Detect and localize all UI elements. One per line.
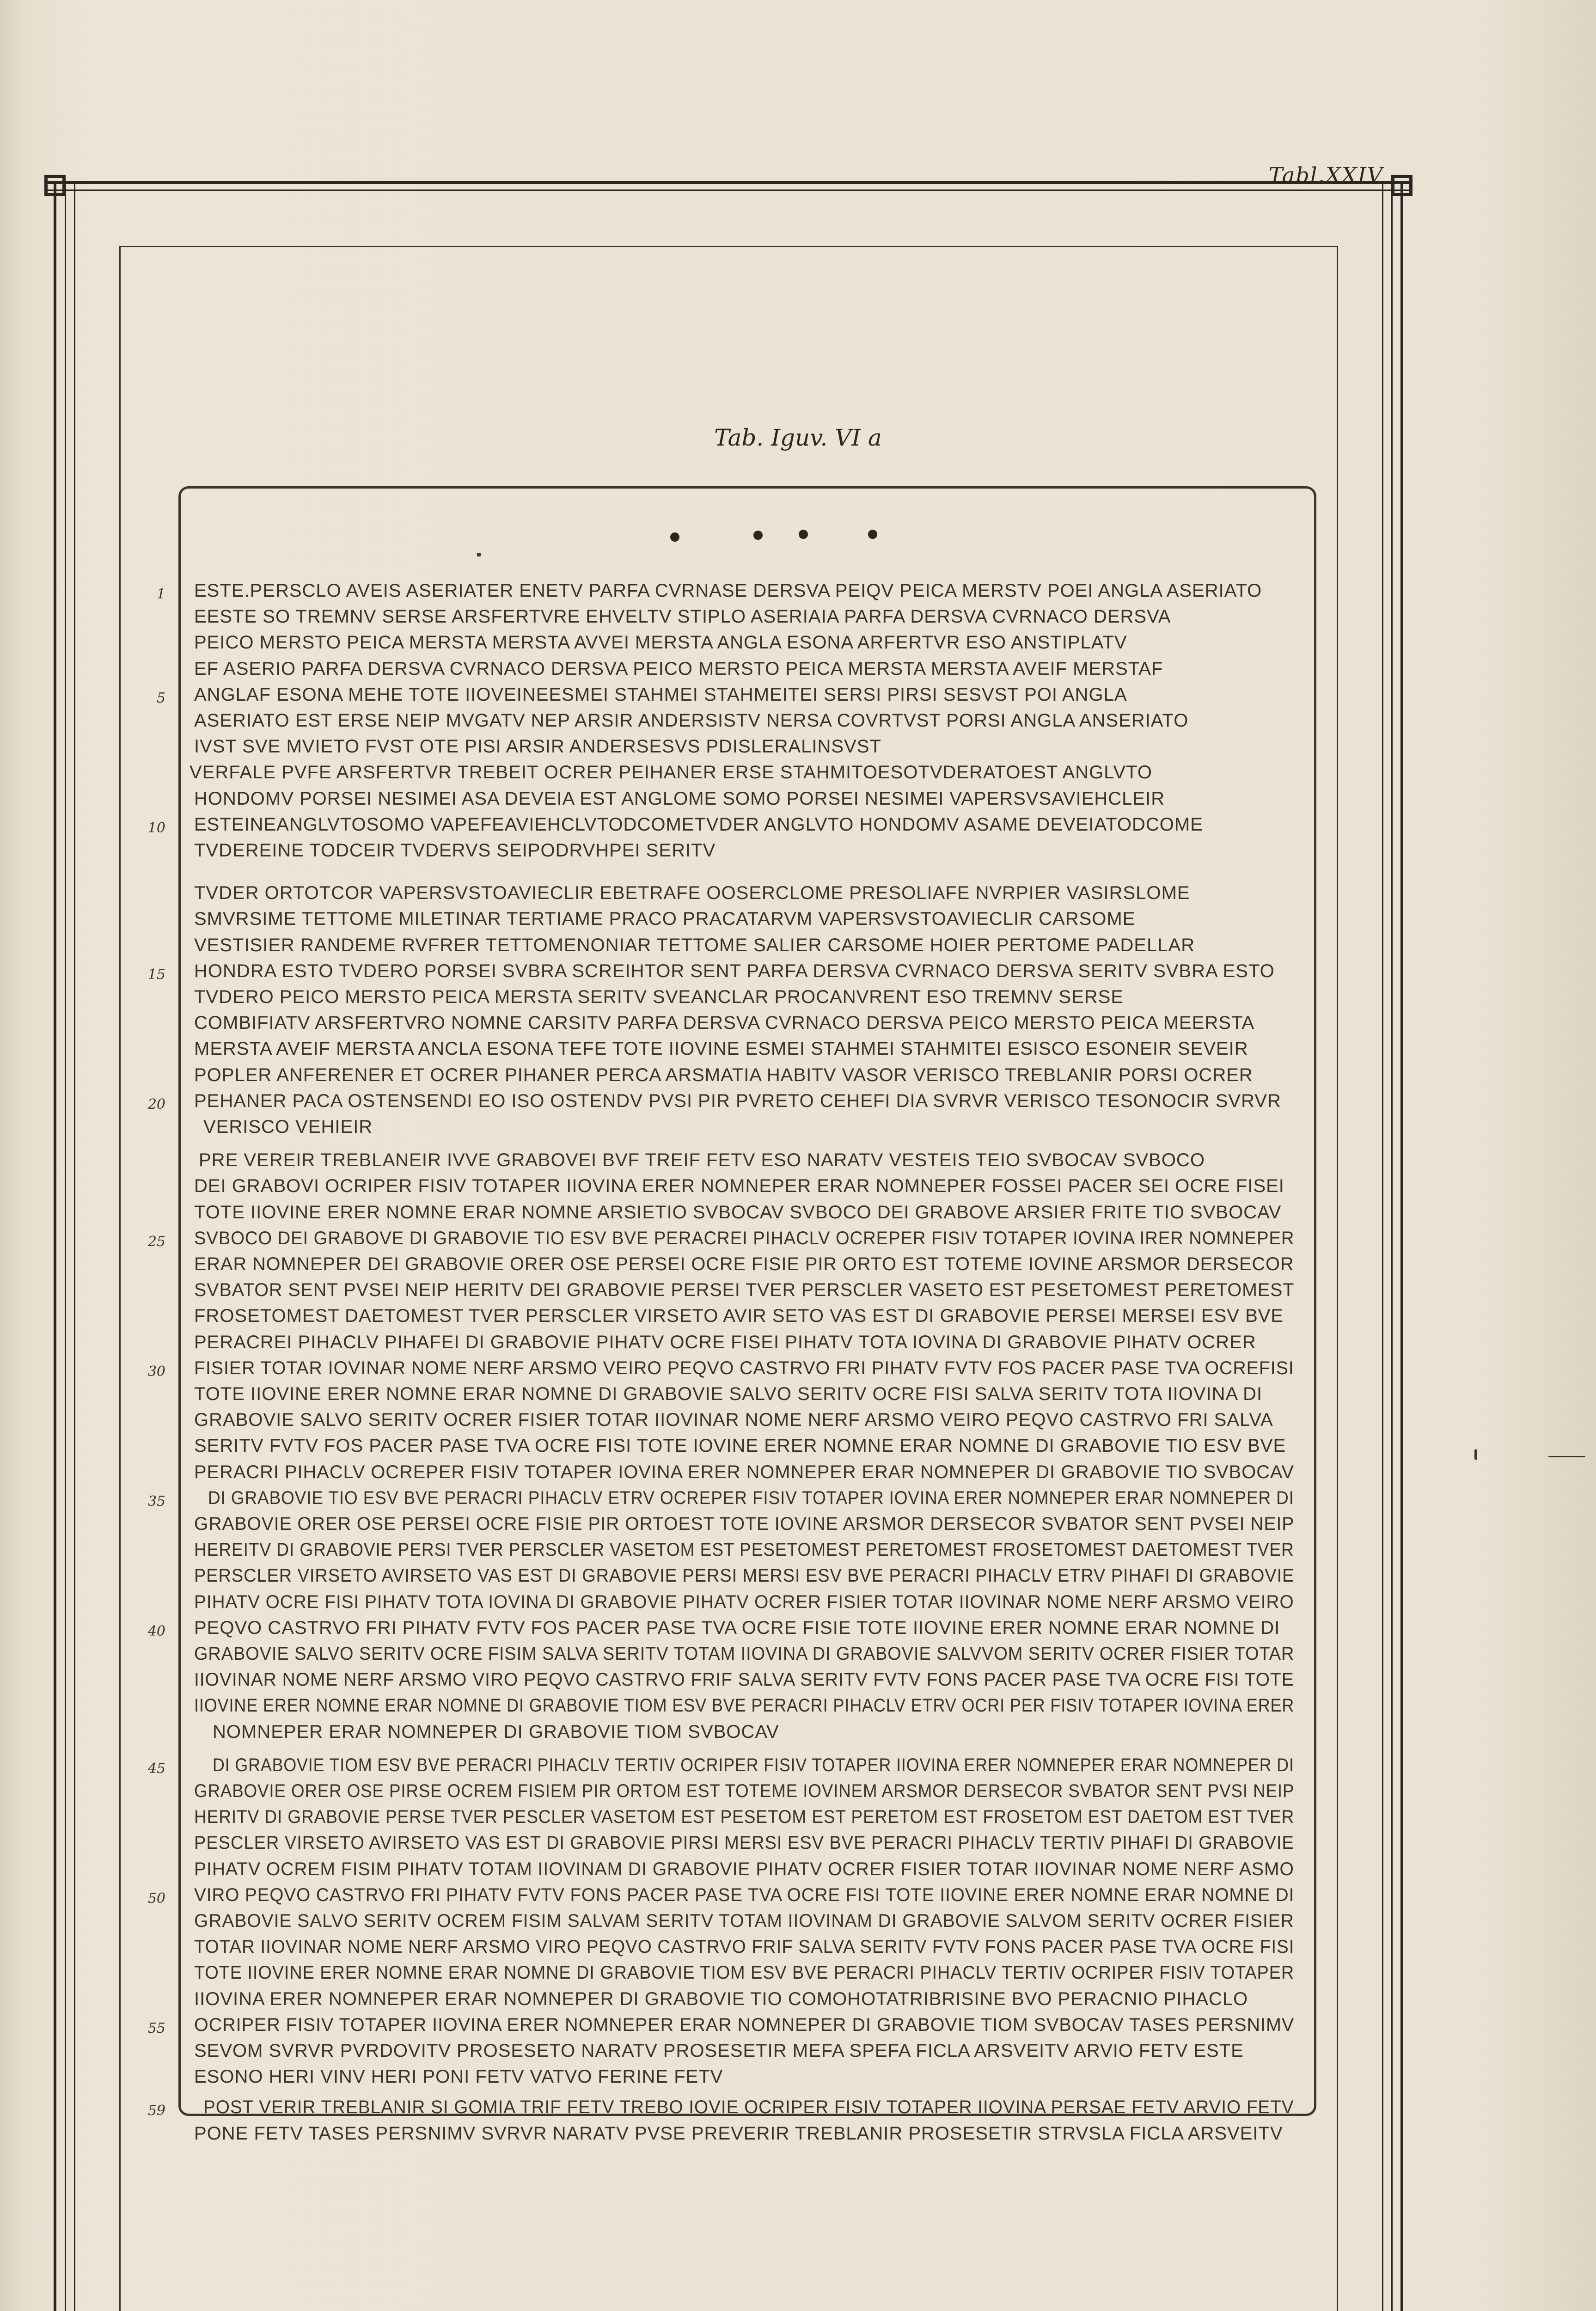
line-number: 25	[147, 1233, 165, 1250]
line-number: 20	[147, 1096, 165, 1113]
frame-left-inner	[65, 181, 66, 2311]
inscription-line: EESTE SO TREMNV SERSE ARSFERTVRE EHVELTV STIPLO ASERIAIA PARFA DERSVA CVRNACO DERSVA	[194, 606, 1171, 627]
inscription-line: PRE VEREIR TREBLANEIR IVVE GRABOVEI BVF TREIF FETV ESO NARATV VESTEIS TEIO SVBOCAV SVBOCO	[199, 1150, 1205, 1171]
inscription-line: ASERIATO EST ERSE NEIP MVGATV NEP ARSIR ANDERSISTV NERSA COVRTVST PORSI ANGLA ANSERIATO	[194, 710, 1189, 731]
inscription-line: TOTAR IIOVINAR NOME NERF ARSMO VIRO PEQVO CASTRVO FRIF SALVA SERITV FVTV FONS PACER PASE TVA OCRE FISI	[194, 1937, 1295, 1957]
inscription-line: SVBATOR SENT PVSEI NEIP HERITV DEI GRABOVIE PERSEI TVER PERSCLER VASETO EST PESETOMEST PERETOMEST	[194, 1280, 1295, 1301]
inscription-line: HERITV DI GRABOVIE PERSE TVER PESCLER VASETOM EST PESETOM EST PERETOM EST FROSETOM EST DAETOM EST TVER	[194, 1807, 1295, 1828]
inscription-line: TOTE IIOVINE ERER NOMNE ERAR NOMNE ARSIETIO SVBOCAV SVBOCO DEI GRABOVE ARSIER FRITE TIO SVBOCAV	[194, 1202, 1282, 1223]
line-number: 50	[147, 1890, 165, 1907]
inscription-line: ESTEINEANGLVTOSOMO VAPEFEAVIEHCLVTODCOMETVDER ANGLVTO HONDOMV ASAME DEVEIATODCOME	[194, 814, 1203, 835]
inscription-line: DI GRABOVIE TIOM ESV BVE PERACRI PIHACLV TERTIV OCRIPER FISIV TOTAPER IIOVINA ERER NOMNEPER ERAR NOMNEPER DI	[213, 1755, 1294, 1775]
line-number: 10	[147, 819, 165, 836]
inner-rule-left	[119, 246, 121, 2311]
inscription-line: GRABOVIE ORER OSE PIRSE OCREM FISIEM PIR ORTOM EST TOTEME IOVINEM ARSMOR DERSECOR SVBATOR SENT PVSI NEIP	[194, 1781, 1295, 1801]
corner-ornament-top-left	[44, 175, 66, 196]
inscription-line: POPLER ANFERENER ET OCRER PIHANER PERCA ARSMATIA HABITV VASOR VERISCO TREBLANIR PORSI OCRER	[194, 1064, 1253, 1085]
frame-right-outer	[1400, 181, 1403, 2311]
inscription-line: ANGLAF ESONA MEHE TOTE IIOVEINEESMEI STAHMEI STAHMEITEI SERSI PIRSI SESVST POI ANGLA	[194, 684, 1127, 705]
inscription-line: PEQVO CASTRVO FRI PIHATV FVTV FOS PACER PASE TVA OCRE FISIE TOTE IIOVINE ERER NOMNE ERAR NOMNE DI	[194, 1617, 1280, 1638]
corner-ornament-top-right	[1391, 175, 1413, 196]
line-number: 15	[147, 966, 165, 983]
inscription-line: ESTE.PERSCLO AVEIS ASERIATER ENETV PARFA CVRNASE DERSVA PEIQV PEICA MERSTV POEI ANGLA ASERIATO	[194, 581, 1262, 601]
ink-mark	[1548, 1456, 1585, 1457]
inscription-line: ERAR NOMNEPER DEI GRABOVIE ORER OSE PERSEI OCRE FISIE PIR ORTO EST TOTEME IOVINE ARSMOR DERSECOR	[194, 1254, 1294, 1274]
frame-left-inner2	[74, 181, 75, 2311]
line-number: 30	[147, 1363, 165, 1380]
inscription-line: PEICO MERSTO PEICA MERSTA MERSTA AVVEI MERSTA ANGLA ESONA ARFERTVR ESO ANSTIPLATV	[194, 632, 1127, 653]
inscription-line: TVDER ORTOTCOR VAPERSVSTOAVIECLIR EBETRAFE OOSERCLOME PRESOLIAFE NVRPIER VASIRSLOME	[194, 883, 1190, 904]
inscription-line: ESONO HERI VINV HERI PONI FETV VATVO FERINE FETV	[194, 2066, 723, 2087]
inner-rule-top	[119, 246, 1338, 247]
inscription-line: SERITV FVTV FOS PACER PASE TVA OCRE FISI TOTE IOVINE ERER NOMNE ERAR NOMNE DI GRABOVIE TIO ESV BVE	[194, 1436, 1286, 1456]
inscription-line: OCRIPER FISIV TOTAPER IIOVINA ERER NOMNEPER ERAR NOMNEPER DI GRABOVIE TIOM SVBOCAV TASES PERSNIMV	[194, 2014, 1295, 2035]
inscription-line: PERACRI PIHACLV OCREPER FISIV TOTAPER IOVINA ERER NOMNEPER ERAR NOMNEPER DI GRABOVIE TIO SVBOCAV	[194, 1461, 1295, 1482]
inscription-line: GRABOVIE SALVO SERITV OCRE FISIM SALVA SERITV TOTAM IIOVINA DI GRABOVIE SALVVOM SERITV OCRER FISIER TOTAR	[194, 1644, 1295, 1664]
inner-rule-right	[1337, 246, 1338, 2311]
plate-subtitle: Tab. Iguv. VI a	[714, 424, 882, 451]
inscription-line: PONE FETV TASES PERSNIMV SVRVR NARATV PVSE PREVERIR TREBLANIR PROSESETIR STRVSLA FICLA ARSVEITV	[194, 2123, 1283, 2144]
inscription-line: VESTISIER RANDEME RVFRER TETTOMENONIAR TETTOME SALIER CARSOME HOIER PERTOME PADELLAR	[194, 935, 1195, 955]
inscription-line: SEVOM SVRVR PVRDOVITV PROSESETO NARATV PROSESETIR MEFA SPEFA FICLA ARSVEITV ARVIO FETV ESTE	[194, 2041, 1244, 2061]
line-number: 40	[147, 1623, 165, 1639]
inscription-line: GRABOVIE SALVO SERITV OCRER FISIER TOTAR IIOVINAR NOME NERF ARSMO VEIRO PEQVO CASTRVO FRI SALVA	[194, 1410, 1273, 1431]
inscription-line: TOTE IIOVINE ERER NOMNE ERAR NOMNE DI GRABOVIE SALVO SERITV OCRE FISI SALVA SERITV TOTA IIOVINA DI	[194, 1384, 1263, 1404]
inscription-line: PIHATV OCREM FISIM PIHATV TOTAM IIOVINAM DI GRABOVIE PIHATV OCRER FISIER TOTAR IIOVINAR NOME NERF ASMO	[194, 1859, 1294, 1879]
inscription-line: FISIER TOTAR IOVINAR NOME NERF ARSMO VEIRO PEQVO CASTRVO FRI PIHATV FVTV FOS PACER PASE TVA OCREFISI	[194, 1357, 1294, 1378]
inscription-line: IIOVINA ERER NOMNEPER ERAR NOMNEPER DI GRABOVIE TIO COMOHOTATRIBRISINE BVO PERACNIO PIHACLO	[194, 1988, 1248, 2009]
line-number: 45	[147, 1760, 165, 1777]
line-number: 59	[147, 2103, 165, 2119]
plate-number: Tabl.XXIV	[1268, 163, 1383, 188]
inscription-line: TVDERO PEICO MERSTO PEICA MERSTA SERITV SVEANCLAR PROCANVRENT ESO TREMNV SERSE	[194, 987, 1124, 1007]
inscription-line: PESCLER VIRSETO AVIRSETO VAS EST DI GRABOVIE PIRSI MERSI ESV BVE PERACRI PIHACLV TERTIV PIHAFI DI GRABOVIE	[194, 1833, 1294, 1853]
frame-top-outer	[44, 181, 1413, 184]
line-number: 55	[147, 2020, 165, 2036]
inscription-line: IIOVINE ERER NOMNE ERAR NOMNE DI GRABOVIE TIOM ESV BVE PERACRI PIHACLV ETRV OCRI PER FISIV TOTAPER IOVINA ERER	[194, 1695, 1295, 1716]
inscription-line: GRABOVIE SALVO SERITV OCREM FISIM SALVAM SERITV TOTAM IIOVINAM DI GRABOVIE SALVOM SERITV OCRER FISIER	[194, 1911, 1294, 1931]
frame-top-inner	[44, 190, 1413, 191]
inscription-line: TVDEREINE TODCEIR TVDERVS SEIPODRVHPEI SERITV	[194, 840, 716, 861]
inscription-line: DI GRABOVIE TIO ESV BVE PERACRI PIHACLV ETRV OCREPER FISIV TOTAPER IOVINA ERER NOMNEPER ERAR NOMNEPER DI	[208, 1487, 1294, 1508]
inscription-line: IIOVINAR NOME NERF ARSMO VIRO PEQVO CASTRVO FRIF SALVA SERITV FVTV FONS PACER PASE TVA OCRE FISI TOTE	[194, 1669, 1294, 1690]
frame-right-inner2	[1382, 181, 1383, 2311]
inscription-line: EF ASERIO PARFA DERSVA CVRNACO DERSVA PEICO MERSTO PEICA MERSTA MERSTA AVEIF MERSTAF	[194, 658, 1163, 679]
ink-mark	[1474, 1449, 1477, 1460]
inscription-line: PERACREI PIHACLV PIHAFEI DI GRABOVIE PIHATV OCRE FISEI PIHATV TOTA IOVINA DI GRABOVIE PIHATV OCRER	[194, 1332, 1256, 1352]
line-number: 35	[147, 1493, 165, 1510]
inscription-line: PIHATV OCRE FISI PIHATV TOTA IOVINA DI GRABOVIE PIHATV OCRER FISIER TOTAR IIOVINAR NOME NERF ARSMO VEIRO	[194, 1591, 1294, 1612]
inscription-line: HONDRA ESTO TVDERO PORSEI SVBRA SCREIHTOR SENT PARFA DERSVA CVRNACO DERSVA SERITV SVBRA ESTO	[194, 960, 1275, 981]
inscription-line: POST VERIR TREBLANIR SI GOMIA TRIF FETV TREBO IOVIE OCRIPER FISIV TOTAPER IIOVINA PERSAE FETV ARVIO FETV	[203, 2097, 1294, 2118]
inscription-line: VIRO PEQVO CASTRVO FRI PIHATV FVTV FONS PACER PASE TVA OCRE FISI TOTE IIOVINE ERER NOMNE ERAR NOMNE DI	[194, 1884, 1295, 1905]
inscription-line: IVST SVE MVIETO FVST OTE PISI ARSIR ANDERSESVS PDISLERALINSVST	[194, 736, 881, 757]
line-number: 1	[156, 586, 165, 602]
inscription-line: SVBOCO DEI GRABOVE DI GRABOVIE TIO ESV BVE PERACREI PIHACLV OCREPER FISIV TOTAPER IOVINA IRER NOMNEPER	[194, 1228, 1295, 1248]
inscription-line: COMBIFIATV ARSFERTVRO NOMNE CARSITV PARFA DERSVA CVRNACO DERSVA PEICO MERSTO PEICA MEERSTA	[194, 1013, 1255, 1033]
inscription-line: HEREITV DI GRABOVIE PERSI TVER PERSCLER VASETOM EST PESETOMEST PERETOMEST FROSETOMEST DAETOMEST TVER	[194, 1540, 1294, 1560]
frame-right-inner	[1391, 181, 1393, 2311]
inscription-line: PEHANER PACA OSTENSENDI EO ISO OSTENDV PVSI PIR PVRETO CEHEFI DIA SVRVR VERISCO TESONOCIR SVRVR	[194, 1090, 1281, 1111]
line-number: 5	[156, 690, 165, 706]
inscription-line: VERFALE PVFE ARSFERTVR TREBEIT OCRER PEIHANER ERSE STAHMITOESOTVDERATOEST ANGLVTO	[190, 762, 1152, 783]
inscription-line: NOMNEPER ERAR NOMNEPER DI GRABOVIE TIOM SVBOCAV	[213, 1721, 779, 1742]
frame-left-outer	[54, 181, 56, 2311]
inscription-line: MERSTA AVEIF MERSTA ANCLA ESONA TEFE TOTE IIOVINE ESMEI STAHMEI STAHMITEI ESISCO ESONEIR SEVEIR	[194, 1039, 1248, 1059]
inscription-line: DEI GRABOVI OCRIPER FISIV TOTAPER IIOVINA ERER NOMNEPER ERAR NOMNEPER FOSSEI PACER SEI OCRE FISEI	[194, 1176, 1284, 1197]
inscription-line: PERSCLER VIRSETO AVIRSETO VAS EST DI GRABOVIE PERSI MERSI ESV BVE PERACRI PIHACLV ETRV PIHAFI DI GRABOVIE	[194, 1565, 1295, 1586]
inscription-line: HONDOMV PORSEI NESIMEI ASA DEVEIA EST ANGLOME SOMO PORSEI NESIMEI VAPERSVSAVIEHCLEIR	[194, 788, 1165, 809]
inscription-line: VERISCO VEHIEIR	[203, 1117, 373, 1137]
inscription-line: TOTE IIOVINE ERER NOMNE ERAR NOMNE DI GRABOVIE TIOM ESV BVE PERACRI PIHACLV TERTIV OCRIPER FISIV TOTAPER	[194, 1963, 1295, 1983]
inscription-line: FROSETOMEST DAETOMEST TVER PERSCLER VIRSETO AVIR SETO VAS EST DI GRABOVIE PERSEI MERSEI ESV BVE	[194, 1306, 1284, 1327]
inscription-line: SMVRSIME TETTOME MILETINAR TERTIAME PRACO PRACATARVM VAPERSVSTOAVIECLIR CARSOME	[194, 909, 1136, 929]
inscription-line: GRABOVIE ORER OSE PERSEI OCRE FISIE PIR ORTOEST TOTE IOVINE ARSMOR DERSECOR SVBATOR SENT PVSEI NEIP	[194, 1514, 1295, 1534]
